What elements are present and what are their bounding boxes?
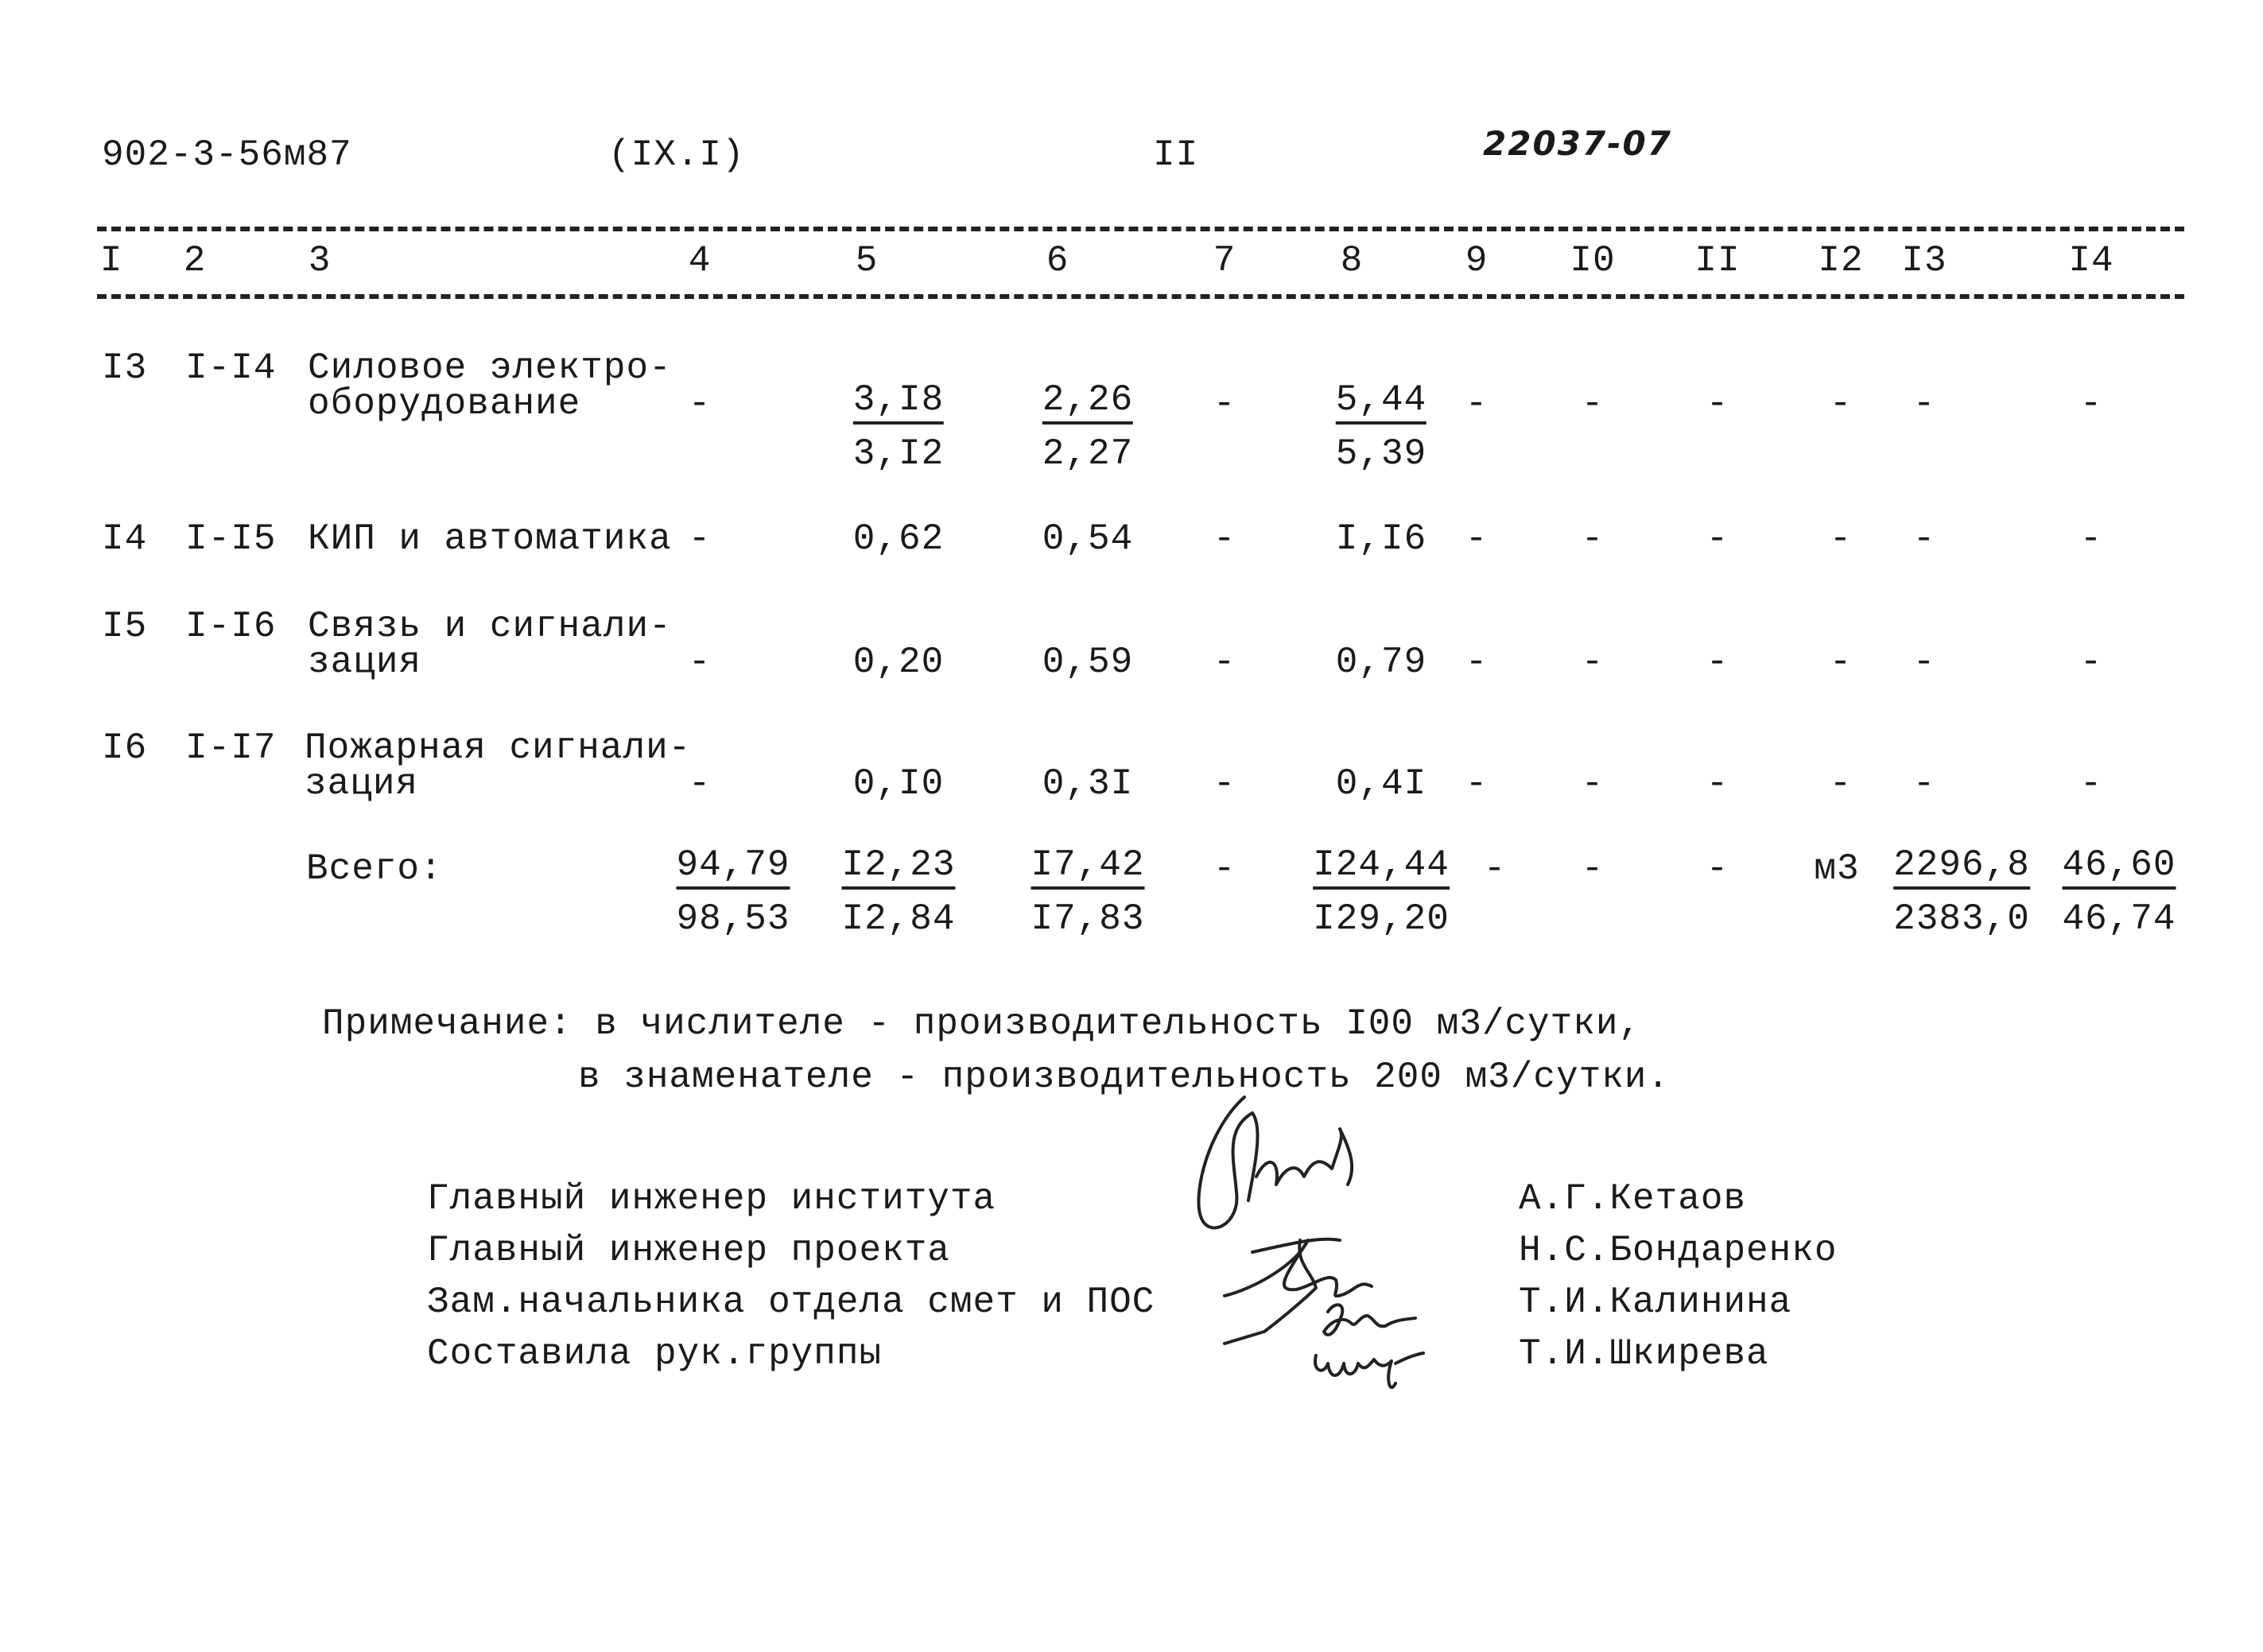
cell-col4: - [688, 518, 712, 560]
fraction-col6 [1042, 379, 1134, 475]
signatory-name: Т.И.Шкирева [1519, 1333, 1769, 1375]
cell-col10: - [1581, 642, 1605, 683]
cell-col9: - [1465, 518, 1489, 560]
column-header: I [99, 240, 123, 281]
column-header: 3 [308, 240, 332, 281]
column-header: 6 [1046, 240, 1069, 281]
column-header: 8 [1340, 240, 1364, 281]
cell-col10: - [1581, 763, 1605, 805]
cell-col14: - [2079, 763, 2103, 805]
signatory-position: Главный инженер института [427, 1178, 996, 1220]
signatory-position: Зам.начальника отдела смет и ПОС [427, 1282, 1155, 1323]
cell-col5: 0,20 [852, 642, 945, 683]
numerator: 94,79 [676, 847, 790, 890]
row-reference: I-I6 [185, 606, 277, 647]
column-header: I4 [2068, 240, 2114, 281]
denominator: I7,83 [1031, 898, 1145, 940]
fraction-col5 [852, 379, 945, 475]
signature-kalinina [1324, 1305, 1415, 1335]
cell-col12: - [1829, 642, 1853, 683]
page-number: II [1153, 134, 1199, 176]
fraction-col14 [2062, 844, 2176, 940]
column-header: 2 [183, 240, 207, 281]
numerator: I7,42 [1031, 847, 1144, 890]
column-header: II [1694, 240, 1741, 281]
cell-col11: - [1706, 383, 1729, 425]
signatory-name: Н.С.Бондаренко [1519, 1230, 1838, 1271]
cell-col12-unit: м3 [1814, 848, 1860, 890]
column-header: 4 [688, 240, 712, 281]
total-label: Всего: [306, 848, 443, 890]
cell-col13: - [1912, 763, 1936, 805]
signature-ketaov [1198, 1097, 1352, 1227]
cell-col9: - [1465, 763, 1489, 805]
column-header: 9 [1465, 240, 1489, 281]
cell-col10: - [1581, 848, 1605, 890]
row-reference: I-I4 [185, 347, 277, 389]
numerator: I24,44 [1313, 847, 1450, 890]
numerator: 2296,8 [1893, 847, 2030, 890]
note-line2: в знаменателе - производительность 200 м3/сутки. [578, 1057, 1671, 1098]
denominator: I2,84 [841, 898, 956, 940]
cell-col4: - [688, 642, 712, 683]
cell-col7: - [1213, 642, 1236, 683]
row-number: I6 [102, 727, 148, 769]
row-number: I4 [102, 518, 148, 560]
cell-col7: - [1213, 518, 1236, 560]
column-header: I3 [1901, 240, 1947, 281]
signature-shkireva [1315, 1353, 1423, 1387]
signature-bondarenko [1225, 1239, 1372, 1344]
cell-col8: 0,79 [1335, 642, 1427, 683]
cell-col9: - [1465, 383, 1489, 425]
cell-col14: - [2079, 518, 2103, 560]
row-name-line2: оборудование [308, 383, 581, 425]
cell-col6: 0,54 [1042, 518, 1134, 560]
numerator: 3,I8 [853, 382, 944, 425]
cell-col14: - [2079, 642, 2103, 683]
cell-col11: - [1706, 763, 1729, 805]
row-name-line1: Связь и сигнали- [308, 606, 672, 647]
cell-col12: - [1829, 383, 1853, 425]
cell-col7: - [1213, 763, 1236, 805]
cell-col13: - [1912, 383, 1936, 425]
cell-col8: I,I6 [1335, 518, 1427, 560]
cell-col6: 0,3I [1042, 763, 1134, 805]
cell-col4: - [688, 383, 712, 425]
handwritten-stamp: 22037-07 [1483, 124, 1672, 163]
cell-col13: - [1912, 518, 1936, 560]
handwritten-signatures [1177, 1081, 1463, 1399]
cell-col11: - [1706, 848, 1729, 890]
row-name-line1: Силовое электро- [308, 347, 672, 389]
row-name-line2: зация [305, 763, 419, 805]
cell-col5: 0,I0 [852, 763, 945, 805]
cell-col7: - [1213, 848, 1236, 890]
cell-col4: - [688, 763, 712, 805]
section-number: (IX.I) [608, 134, 745, 176]
document-code: 902-3-56м87 [102, 134, 352, 176]
cell-col11: - [1706, 518, 1729, 560]
numerator: 5,44 [1336, 382, 1427, 425]
cell-col12: - [1829, 518, 1853, 560]
denominator: 2383,0 [1893, 898, 2030, 940]
table-header-rule [97, 294, 2184, 299]
cell-col13: - [1912, 642, 1936, 683]
cell-col8: 0,4I [1335, 763, 1427, 805]
signatory-name: Т.И.Калинина [1519, 1282, 1792, 1323]
fraction-col13 [1893, 844, 2030, 940]
denominator: 46,74 [2062, 898, 2176, 940]
cell-col6: 0,59 [1042, 642, 1134, 683]
signatory-position: Главный инженер проекта [427, 1230, 950, 1271]
numerator: 2,26 [1042, 382, 1133, 425]
denominator: 5,39 [1335, 433, 1427, 475]
denominator: 98,53 [676, 898, 790, 940]
fraction-col5 [841, 844, 956, 940]
cell-col10: - [1581, 383, 1605, 425]
column-header: 7 [1213, 240, 1236, 281]
fraction-col6 [1031, 844, 1145, 940]
cell-col5: 0,62 [852, 518, 945, 560]
table-top-rule [97, 227, 2184, 231]
denominator: I29,20 [1313, 898, 1450, 940]
signatory-position: Составила рук.группы [427, 1333, 883, 1375]
cell-col14: - [2079, 383, 2103, 425]
cell-col10: - [1581, 518, 1605, 560]
row-number: I3 [102, 347, 148, 389]
column-header: 5 [855, 240, 879, 281]
fraction-col8 [1335, 379, 1427, 475]
cell-col9: - [1483, 848, 1507, 890]
fraction-col8 [1313, 844, 1450, 940]
numerator: 46,60 [2062, 847, 2176, 890]
note-line1: Примечание: в числителе - производительность I00 м3/сутки, [322, 1003, 1642, 1045]
row-reference: I-I7 [185, 727, 277, 769]
cell-col9: - [1465, 642, 1489, 683]
denominator: 2,27 [1042, 433, 1134, 475]
row-name-line1: КИП и автоматика [308, 518, 672, 560]
numerator: I2,23 [841, 847, 955, 890]
row-number: I5 [102, 606, 148, 647]
fraction-col4 [676, 844, 790, 940]
cell-col12: - [1829, 763, 1853, 805]
row-reference: I-I5 [185, 518, 277, 560]
column-header: I2 [1818, 240, 1864, 281]
row-name-line1: Пожарная сигнали- [305, 727, 692, 769]
cell-col11: - [1706, 642, 1729, 683]
signatory-name: А.Г.Кетаов [1519, 1178, 1747, 1220]
column-header: I0 [1570, 240, 1616, 281]
cell-col7: - [1213, 383, 1236, 425]
denominator: 3,I2 [852, 433, 945, 475]
row-name-line2: зация [308, 642, 422, 683]
